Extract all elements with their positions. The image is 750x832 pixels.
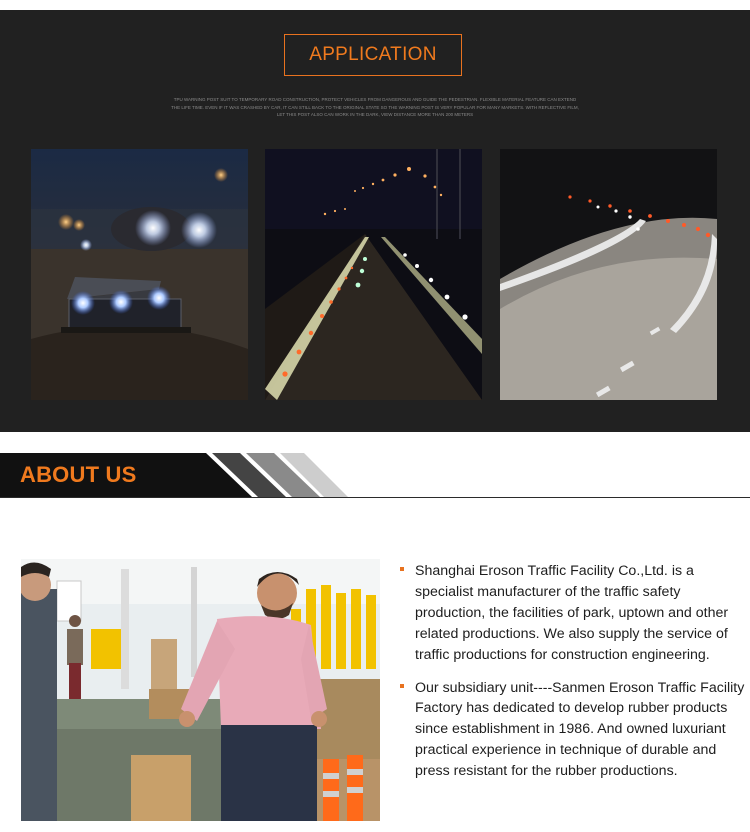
about-paragraph — [400, 561, 745, 666]
curved-road-studs-photo — [500, 149, 717, 400]
section-divider — [0, 497, 750, 498]
application-description: TPU WARNING POST SUIT TO TEMPORARY ROAD CONSTRUCTION, PROTECT VEHICLES FROM DANGEROUS AND GUIDE THE PEDESTRIAN. FLEXIBLE MATERIAL FEATURE CAN EXTEND THE LIFE TIME. EVEN IF IT WAS CRASHED BY CAR, IT CAN STILL BACK TO THE ORIGINAL STATE SO THE WARNING POST IS VERY POPULAR FOR MANY MARKETS. WITH REFLECTIVE FILM, LET THIS POST ALSO CAN WORK IN THE DARK, VIEW DISTANCE MORE THAN 200 METERS — [171, 97, 579, 118]
highway-road-studs-photo — [265, 149, 482, 400]
solar-road-stud-photo — [31, 149, 248, 400]
about-us-paragraphs — [400, 561, 745, 794]
about-paragraph-text: Our subsidiary unit----Sanmen Eroson Traffic Facility Factory has dedicated to develop rubber products since establishment in 1986. And owned luxuriant practical experience in technique of durable and press resistant for the rubber productions. — [415, 679, 745, 780]
about-paragraph — [400, 678, 745, 783]
about-us-header — [0, 453, 750, 499]
warehouse-staff-photo — [21, 559, 380, 821]
bullet-icon — [400, 567, 404, 571]
application-section — [0, 10, 750, 432]
bullet-icon — [400, 684, 404, 688]
application-title: APPLICATION — [284, 34, 462, 76]
about-us-title: ABOUT US — [20, 462, 137, 487]
about-paragraph-text: Shanghai Eroson Traffic Facility Co.,Ltd. is a specialist manufacturer of the traffic safety production, the facilities of park, uptown and other related productions. We also supply the service of traffic productions for construction engineering. — [415, 563, 729, 663]
